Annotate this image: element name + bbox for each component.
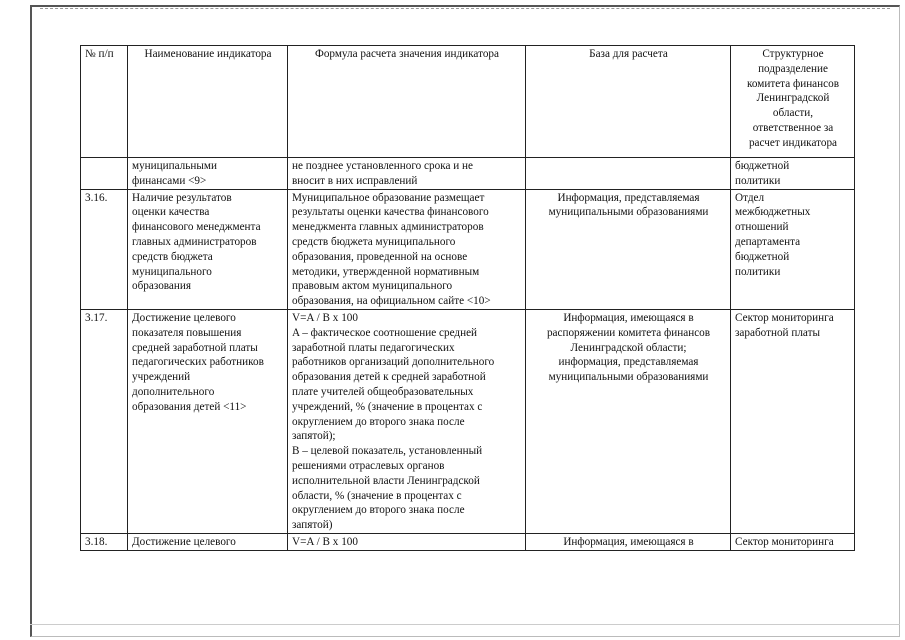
header-formula: Формула расчета значения индикатора (288, 46, 526, 158)
header-dept: Структурное подразделение комитета финансов Ленинградской области, ответственное за расчет индикатора (731, 46, 855, 158)
row-formula: не позднее установленного срока и не вносит в них исправлений (288, 158, 526, 190)
row-base: Информация, имеющаяся в (526, 533, 731, 550)
row-dept: бюджетной политики (731, 158, 855, 190)
row-num: 3.18. (81, 533, 128, 550)
row-num (81, 158, 128, 190)
table-row (81, 533, 855, 550)
indicator-table (80, 45, 855, 551)
row-num: 3.17. (81, 309, 128, 533)
row-formula: Муниципальное образование размещает результаты оценки качества финансового менеджмента главных администраторов средств бюджета муниципального образования, проведенной на основе методики, утвержденной нормативным правовым актом муниципального образования, на официальном сайте <10> (288, 189, 526, 309)
row-base: Информация, представляемая муниципальными образованиями (526, 189, 731, 309)
row-formula: V=A / B x 100 (288, 533, 526, 550)
table-row (81, 158, 855, 190)
header-num: № п/п (81, 46, 128, 158)
table-row (81, 189, 855, 309)
row-name: Достижение целевого (128, 533, 288, 550)
row-base (526, 158, 731, 190)
row-name: Наличие результатов оценки качества финансового менеджмента главных администраторов средств бюджета муниципального образования (128, 189, 288, 309)
row-dept: Отдел межбюджетных отношений департамента бюджетной политики (731, 189, 855, 309)
row-formula: V=A / B x 100 A – фактическое соотношение средней заработной платы педагогических работников организаций дополнительного образования детей к средней заработной плате учителей общеобразовательных учреждений, % (значение в процентах с округлением до второго знака после запятой); B – целевой показатель, установленный решениями отраслевых органов исполнительной власти Ленинградской области, % (значение в процентах с округлением до второго знака после запятой) (288, 309, 526, 533)
row-base: Информация, имеющаяся в распоряжении комитета финансов Ленинградской области; информация, представляемая муниципальными образованиями (526, 309, 731, 533)
table-header-row (81, 46, 855, 158)
header-name: Наименование индикатора (128, 46, 288, 158)
header-base: База для расчета (526, 46, 731, 158)
table-row (81, 309, 855, 533)
row-dept: Сектор мониторинга (731, 533, 855, 550)
row-num: 3.16. (81, 189, 128, 309)
row-name: муниципальными финансами <9> (128, 158, 288, 190)
row-name: Достижение целевого показателя повышения средней заработной платы педагогических работников учреждений дополнительного образования детей <11> (128, 309, 288, 533)
row-dept: Сектор мониторинга заработной платы (731, 309, 855, 533)
scan-edge-line (40, 8, 890, 9)
scan-bottom-edge (30, 624, 900, 625)
